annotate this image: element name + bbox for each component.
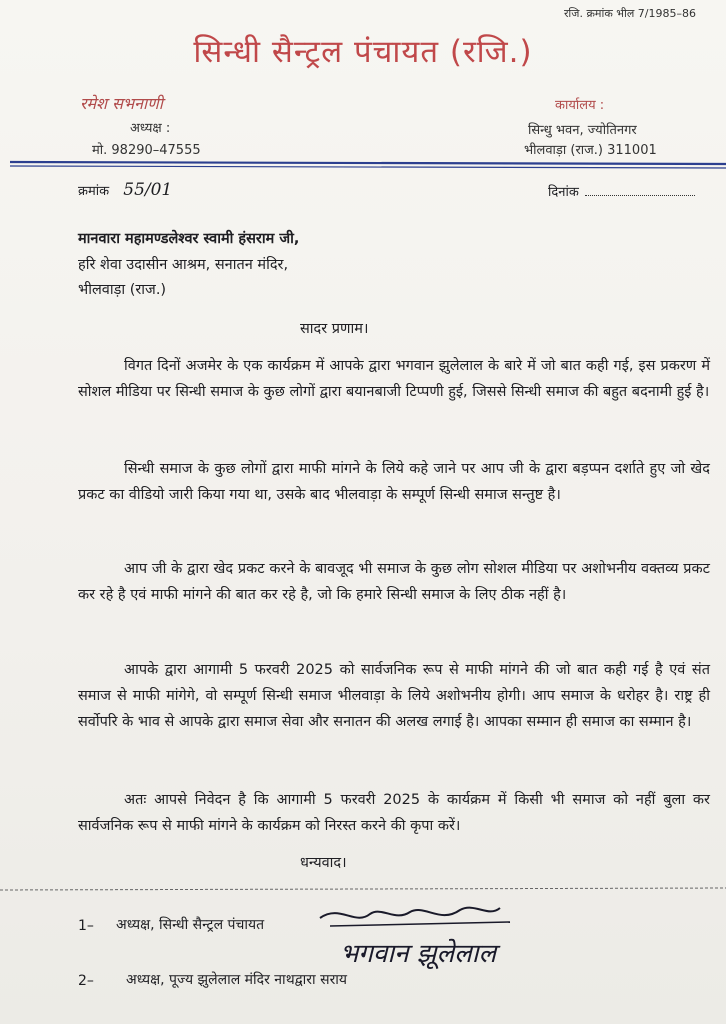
president-mobile: मो. 98290–47555 [92, 143, 201, 158]
date-field [548, 182, 695, 200]
letterhead-divider [10, 160, 726, 170]
reference-label: क्रमांक [78, 184, 110, 199]
recipient-line2: हरि शेवा उदासीन आश्रम, सनातन मंदिर, [78, 257, 289, 273]
organization-title: सिन्धी सैन्ट्रल पंचायत (रजि.) [193, 34, 533, 70]
body-paragraph-2: सिन्धी समाज के कुछ लोगों द्वारा माफी मांगने के लिये कहे जाने पर आप जी के द्वारा बड़प्पन दर्शाते हुए जो खेद प्रकट का वीडियो जारी किया गया था, उसके बाद भीलवाड़ा के सम्पूर्ण सिन्धी समाज सन्तुष्ट है। [78, 461, 710, 503]
date-blank [585, 185, 695, 196]
copy-divider [0, 885, 726, 895]
recipient-line1: मानवारा महामण्डलेश्वर स्वामी हंसराम जी, [78, 231, 300, 247]
handwritten-signature [310, 896, 550, 978]
reference-number [78, 180, 172, 200]
office-address-line2: भीलवाड़ा (राज.) 311001 [524, 143, 657, 158]
copy-2-recipient: अध्यक्ष, पूज्य झुलेलाल मंदिर नाथद्वारा सराय [126, 972, 348, 988]
registration-number: रजि. क्रमांक भील 7/1985–86 [563, 7, 696, 20]
signature-handwriting: भगवान झूलेलाल [340, 939, 497, 969]
office-label: कार्यालय : [555, 98, 605, 113]
copy-1-number: 1– [78, 918, 94, 934]
copy-1-recipient: अध्यक्ष, सिन्धी सैन्ट्रल पंचायत [116, 917, 265, 933]
reference-handwritten: 55/01 [123, 180, 173, 200]
closing-thanks: धन्यवाद। [300, 855, 347, 871]
office-address-line1: सिन्धु भवन, ज्योतिनगर [528, 123, 637, 138]
body-paragraph-5: अतः आपसे निवेदन है कि आगामी 5 फरवरी 2025 के कार्यक्रम में किसी भी समाज को नहीं बुला कर सार्वजनिक रूप से माफी मांगने के कार्यक्रम को निरस्त करने की कृपा करें। [78, 792, 710, 834]
body-paragraph-3: आप जी के द्वारा खेद प्रकट करने के बावजूद भी समाज के कुछ लोग सोशल मीडिया पर अशोभनीय वक्तव्य प्रकट कर रहे है एवं माफी मांगने की बात कर रहे है, जो कि हमारे सिन्धी समाज के लिए ठीक नहीं है। [78, 561, 710, 603]
salutation: सादर प्रणाम। [300, 321, 369, 337]
body-paragraph-4: आपके द्वारा आगामी 5 फरवरी 2025 को सार्वजनिक रूप से माफी मांगने की जो बात कही गई है एवं संत समाज से माफी मांगेगे, वो सम्पूर्ण सिन्धी समाज भीलवाड़ा के लिये अशोभनीय होगी। आप समाज के धरोहर है। राष्ट्र ही सर्वोपरि के भाव से आपके द्वारा समाज सेवा और सनातन की अलख लगाई है। आपका सम्मान ही समाज का सम्मान है। [78, 662, 710, 730]
copy-2-number: 2– [78, 973, 94, 989]
date-label: दिनांक [548, 185, 579, 200]
body-paragraph-1: विगत दिनों अजमेर के एक कार्यक्रम में आपके द्वारा भगवान झुलेलाल के बारे में जो बात कही गई, इस प्रकरण में सोशल मीडिया पर सिन्धी समाज के कुछ लोगों द्वारा बयानबाजी टिप्पणी हुई, जिससे सिन्धी समाज की बहुत बदनामी हुई है। [78, 358, 710, 400]
recipient-line3: भीलवाड़ा (राज.) [78, 282, 167, 298]
president-name: रमेश सभनाणी [80, 94, 163, 113]
president-title: अध्यक्ष : [130, 121, 171, 136]
